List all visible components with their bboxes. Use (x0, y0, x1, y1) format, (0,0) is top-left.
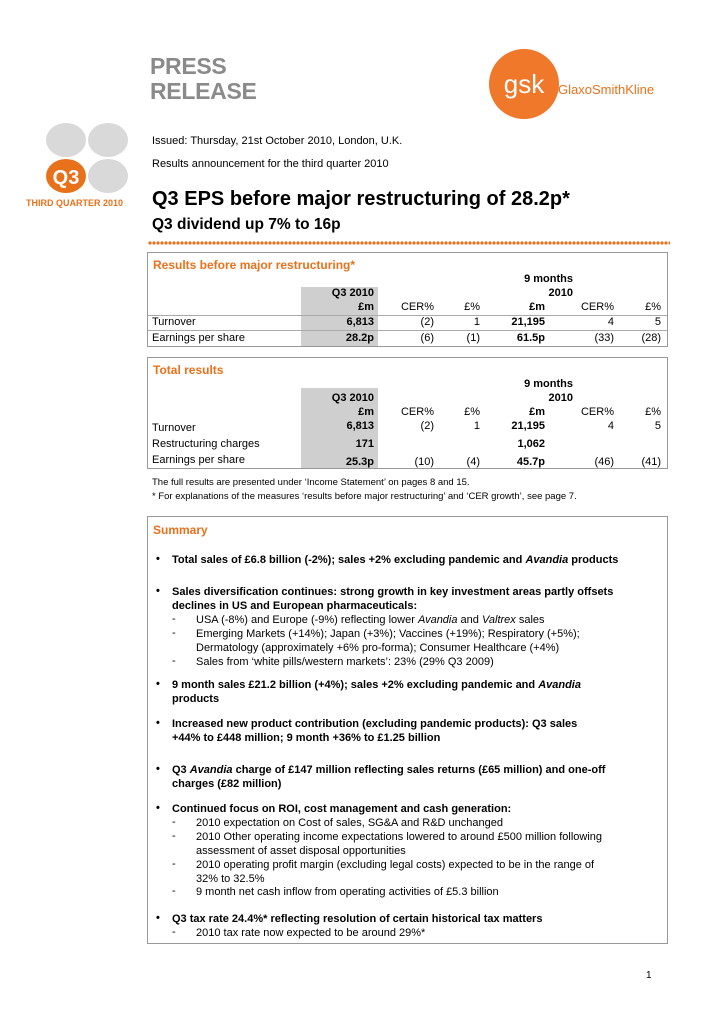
cell-gbp: (1) (466, 332, 480, 344)
dash-marker: - (172, 858, 176, 870)
sub-item-white-pills: Sales from ‘white pills/western markets’: 23% (29% Q3 2009) (196, 656, 494, 668)
unit-q3: £m (358, 406, 374, 418)
bullet-icon: • (156, 553, 160, 565)
page-number: 1 (646, 970, 652, 981)
sub-item-usa-europe: USA (-8%) and Europe (-9%) reflecting lower Avandia and Valtrex sales (196, 614, 545, 626)
header-cer2: CER% (580, 301, 614, 313)
header-gbp: £% (464, 301, 480, 313)
dash-marker: - (172, 830, 176, 842)
bullet-icon: • (156, 912, 160, 924)
orange-dot-divider (148, 240, 670, 246)
table-title: Results before major restructuring* (153, 258, 356, 272)
header-2010: 2010 (548, 392, 573, 404)
header-cer2: CER% (580, 406, 614, 418)
dash-marker: - (172, 627, 176, 639)
sub-item-cost-expectation: 2010 expectation on Cost of sales, SG&A and R&D unchanged (196, 817, 503, 829)
cell-9m: 61.5p (516, 332, 545, 344)
sub-item-other-income: 2010 Other operating income expectations lowered to around £500 million following assessment of asset disposal opportunities (196, 831, 603, 857)
unit-9m: £m (529, 301, 545, 313)
cell-q3: 6,813 (346, 316, 374, 328)
summary-bullet-tax-rate: Q3 tax rate 24.4%* reflecting resolution of certain historical tax matters (172, 913, 543, 925)
cell-gbp2: (28) (641, 332, 661, 344)
footnote-full-results: The full results are presented under ‘Income Statement’ on pages 8 and 15. (152, 477, 470, 488)
sub-item-cash-inflow: 9 month net cash inflow from operating activities of £5.3 billion (196, 886, 499, 898)
header-gbp: £% (464, 406, 480, 418)
issued-date: Issued: Thursday, 21st October 2010, London, U.K. (152, 135, 403, 147)
cell-q3: 25.3p (345, 456, 374, 468)
row-divider (148, 330, 667, 331)
cell-cer: (2) (420, 316, 434, 328)
footnote-definitions: * For explanations of the measures ‘results before major restructuring’ and ‘CER growth’, see page 7. (152, 491, 577, 502)
dash-marker: - (172, 926, 176, 938)
cell-cer: (6) (420, 332, 434, 344)
cell-gbp: 1 (473, 420, 480, 432)
quarter-label: THIRD QUARTER 2010 (26, 198, 124, 208)
row-label: Turnover (152, 316, 196, 328)
q3-label: Q3 (52, 167, 80, 189)
cell-gbp: (4) (466, 456, 480, 468)
dash-marker: - (172, 885, 176, 897)
summary-bullet-roi: Continued focus on ROI, cost management and cash generation: (172, 803, 512, 815)
summary-bullet-9-month-sales: 9 month sales £21.2 billion (+4%); sales +2% excluding pandemic and Avandia products (172, 679, 581, 705)
header-gbp2: £% (645, 301, 661, 313)
logo-name: GlaxoSmithKline (558, 82, 655, 97)
unit-9m: £m (529, 406, 545, 418)
cell-gbp2: 5 (654, 316, 661, 328)
unit-q3: £m (358, 301, 374, 313)
header-q3: Q3 2010 (331, 392, 374, 404)
q3-graphic (26, 118, 150, 208)
cell-gbp2: 5 (654, 420, 661, 432)
results-before-restructuring-table (147, 252, 668, 347)
cell-9m: 21,195 (511, 420, 545, 432)
row-label: Restructuring charges (152, 438, 260, 450)
cell-9m: 45.7p (516, 456, 545, 468)
dash-marker: - (172, 816, 176, 828)
header-2010: 2010 (548, 287, 573, 299)
header-gbp2: £% (645, 406, 661, 418)
subheadline: Q3 dividend up 7% to 16p (152, 216, 341, 233)
cell-q3: 171 (355, 438, 374, 450)
header-cer: CER% (400, 406, 434, 418)
bullet-icon: • (156, 678, 160, 690)
sub-item-2010-tax-rate: 2010 tax rate now expected to be around 29%* (196, 927, 426, 939)
cell-cer2: 4 (607, 420, 614, 432)
header-cer: CER% (400, 301, 434, 313)
bullet-icon: • (156, 585, 160, 597)
gsk-logo (488, 48, 668, 120)
cell-9m: 1,062 (517, 438, 545, 450)
cell-cer2: 4 (607, 316, 614, 328)
summary-bullet-avandia-charge: Q3 Avandia charge of £147 million reflecting sales returns (£65 million) and one-off charges (£82 million) (172, 764, 606, 790)
headline: Q3 EPS before major restructuring of 28.2p* (152, 188, 570, 210)
logo-mark: gsk (503, 69, 545, 99)
bullet-icon: • (156, 717, 160, 729)
dash-marker: - (172, 655, 176, 667)
cell-9m: 21,195 (511, 316, 545, 328)
summary-bullet-diversification: Sales diversification continues: strong growth in key investment areas partly offsets declines in US and European pharmaceuticals: (172, 586, 614, 612)
cell-cer: (10) (414, 456, 434, 468)
header-nine-months: 9 months (524, 273, 573, 285)
cell-cer: (2) (420, 420, 434, 432)
row-label: Earnings per share (152, 332, 245, 344)
table-title: Total results (153, 363, 224, 377)
press-release-title: PRESS RELEASE (150, 53, 257, 104)
sub-item-emerging-markets: Emerging Markets (+14%); Japan (+3%); Vaccines (+19%); Respiratory (+5%); Dermatology (approximately +6% pro-forma); Consumer Healthcare (+4%) (196, 628, 580, 654)
header-q3: Q3 2010 (331, 287, 374, 299)
header-nine-months: 9 months (524, 378, 573, 390)
bullet-icon: • (156, 763, 160, 775)
cell-cer2: (46) (594, 456, 614, 468)
cell-gbp: 1 (473, 316, 480, 328)
cell-gbp2: (41) (641, 456, 661, 468)
cell-cer2: (33) (594, 332, 614, 344)
sub-item-operating-margin: 2010 operating profit margin (excluding legal costs) expected to be in the range of 32% to 32.5% (196, 859, 595, 885)
row-label: Turnover (152, 422, 196, 434)
bullet-icon: • (156, 802, 160, 814)
dash-marker: - (172, 613, 176, 625)
summary-bullet-new-products: Increased new product contribution (excluding pandemic products): Q3 sales +44% to £448 million; 9 month +36% to £1.25 billion (172, 718, 578, 744)
total-results-table (147, 357, 668, 469)
summary-title: Summary (153, 523, 208, 537)
announcement-line: Results announcement for the third quarter 2010 (152, 158, 389, 170)
row-label: Earnings per share (152, 454, 245, 466)
cell-q3: 28.2p (345, 332, 374, 344)
summary-box (147, 516, 668, 944)
summary-bullet-total-sales: Total sales of £6.8 billion (-2%); sales +2% excluding pandemic and Avandia products (172, 554, 619, 566)
cell-q3: 6,813 (346, 420, 374, 432)
